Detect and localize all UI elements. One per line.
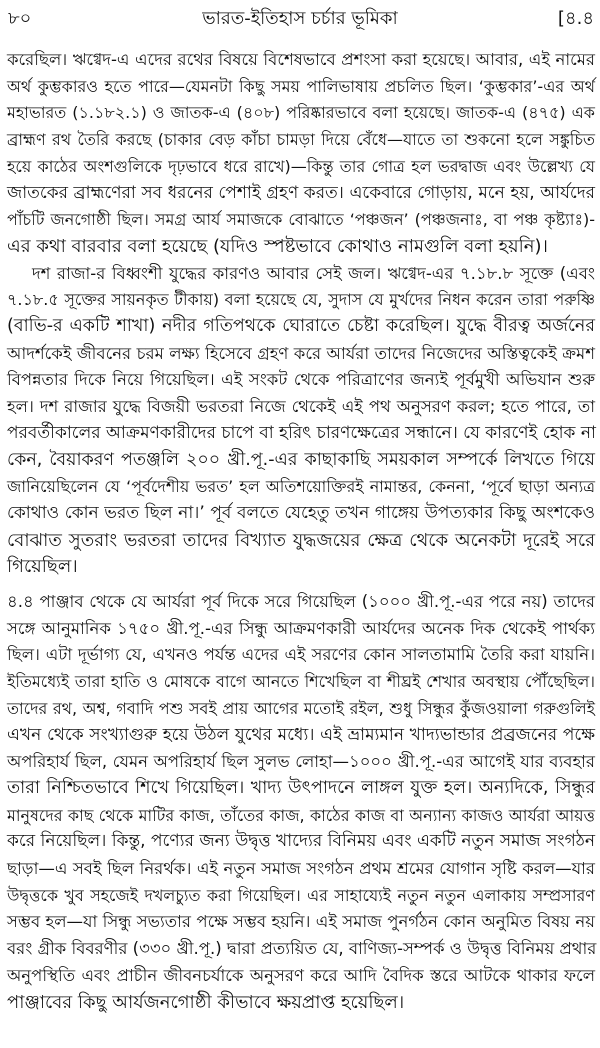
text-line: মানুষদের কাছ থেকে মাটির কাজ, তাঁতের কাজ, কাঠের কাজ বা অন্যান্য কাজও আর্যরা আয়ত্ত — [7, 805, 595, 825]
text-line: হল। দশ রাজার যুদ্ধে বিজয়ী ভরতরা নিজে থেকেই এই পথ অনুসরণ করল; হতে পারে, তা — [7, 397, 595, 417]
text-line: হয়ে কাঠের অংশগুলিকে দৃঢ়ভাবে ধরে রাখে)—কিন্তু তার গোত্র হল ভরদ্বাজ এবং উল্লেখ্য যে — [7, 156, 595, 176]
section-number: [৪.৪ — [557, 8, 594, 29]
text-line: ছাড়া—এ সবই ছিল নিরর্থক। এই নতুন সমাজ সংগঠন প্রথম শ্রমের যোগান সৃষ্টি করল—যার — [7, 859, 595, 878]
text-line: পরবর্তীকালের আক্রমণকারীদের চাপে বা হরিৎ চারণক্ষেত্রের সন্ধানে। যে কারণেই হোক না — [7, 422, 596, 443]
text-line: সঙ্গে আনুমানিক ১৭৫০ খ্রী.পূ.-এর সিন্ধু আক্রমণকারী আর্যদের অনেক দিক থেকেই পার্থক্য — [7, 618, 595, 638]
text-line: বরং গ্রীক বিবরণীর (৩৩০ খ্রী.পূ.) দ্বারা প্রত্যয়িত যে, বাণিজ্য-সম্পর্ক ও উদ্বৃত্ত বিনিময় প্রথার — [7, 939, 597, 959]
text-line: এর কথা বারবার বলা হয়েছে (যদিও স্পষ্টভাবে কোথাও নামগুলি বলা হয়নি)। — [7, 235, 548, 257]
text-line: অপরিহার্য ছিল, যেমন অপরিহার্য ছিল সুলভ লোহা—১০০০ খ্রী.পূ.-এর আগেই যার ব্যবহার — [7, 752, 595, 772]
text-line: আদর্শকেই জীবনের চরম লক্ষ্য হিসেবে গ্রহণ করে আর্যরা তাদের নিজেদের অস্তিত্বকেই ক্রমশ — [7, 343, 595, 363]
text-line: এখন থেকে সংখ্যাগুরু হয়ে উঠল যুথের মধ্যে। এই ভ্রাম্যমান খাদ্যভান্ডার প্রব্রজনের পক্ষে — [7, 724, 595, 745]
text-line: মহাভারত (১.১৮২.১) ও জাতক-এ (৪০৮) পরিষ্কারভাবে বলা হয়েছে। জাতক-এ (৪৭৫) এক — [7, 103, 595, 123]
text-line: অনুপস্থিতি এবং প্রাচীন জীবনচর্যাকে অনুসরণ করে আদি বৈদিক স্তরে আটকে থাকার ফলে — [7, 965, 595, 985]
text-line: উদ্বৃত্তকে খুব সহজেই দখলচ্যুত করা গিয়েছিল। এর সাহায্যেই নতুন নতুন এলাকায় সম্প্রসারণ — [7, 885, 595, 905]
text-line: তাদের রথ, অশ্ব, গবাদি পশু সবই প্রায় আগের মতোই রইল, শুধু সিন্ধুর কুঁজওয়ালা গরুগুলিই — [7, 698, 595, 718]
text-line: পাঁচটি জনগোষ্ঠী ছিল। সমগ্র আর্য সমাজকে বোঝাতে ‘পঞ্চজন’ (পঞ্চজনাঃ, বা পঞ্চ কৃষ্ট্যাঃ)- — [7, 210, 595, 230]
text-line: ব্রাহ্মণ রথ তৈরি করছে (চাকার বেড় কাঁচা চামড়া দিয়ে বেঁধে—যাতে তা শুকনো হলে সঙ্কুচিত — [7, 130, 595, 150]
text-line: ৭.১৮.৫ সূক্তের সায়নকৃত টীকায়) বলা হয়েছে যে, সুদাস যে মুর্খদের নিধন করেন তারা পরুষ্ণি — [7, 290, 595, 310]
text-line: ৪.৪ পাঞ্জাব থেকে যে আর্যরা পূর্ব দিকে সরে গিয়েছিল (১০০০ খ্রী.পূ.-এর পরে নয়) তাদের — [7, 592, 595, 611]
page-number: ৮০ — [8, 8, 32, 29]
text-line: জানিয়েছিলেন যে ‘পূর্বদেশীয় ভরত’ হল অতিশয়োক্তিরই নামান্তর, কেননা, ‘পূর্বে ছাড়া অন্যত্র — [7, 477, 595, 497]
text-line: কেন, বৈয়াকরণ পতঞ্জলি ২০০ খ্রী.পূ.-এর কাছাকাছি সময়কাল সম্পর্কে লিখতে গিয়ে — [7, 449, 595, 470]
text-line: করে নিয়েছিল। কিন্তু, পণ্যের জন্য উদ্বৃত্ত খাদ্যের বিনিময় এবং একটি নতুন সমাজ সংগঠন — [7, 831, 595, 852]
text-line: দশ রাজা-র বিধ্বংশী যুদ্ধের কারণও আবার সেই জল। ঋগ্বেদ-এর ৭.১৮.৮ সূক্তে (এবং — [32, 263, 595, 283]
text-line: ছিল। এটা দূর্ভাগ্য যে, এখনও পর্যন্ত এদের এই সরণের কোন সালতামামি তৈরি করা যায়নি। — [7, 645, 595, 665]
running-title: ভারত-ইতিহাস চর্চার ভূমিকা — [202, 8, 398, 29]
text-line: পাঞ্জাবের কিছু আর্যজনগোষ্ঠী কীভাবে ক্ষয়প্রাপ্ত হয়েছিল। — [7, 991, 405, 1013]
text-line: জাতকের ব্রাহ্মণেরা সব ধরনের পেশাই গ্রহণ করত। একেবারে গোড়ায়, মনে হয়, আর্যদের — [7, 182, 595, 203]
text-line: অর্থ কুম্ভকারও হতে পারে—যেমনটা কিছু সময় পালিভাষায় প্রচলিত ছিল। ‘কুম্ভকার’-এর অর্থ — [7, 76, 595, 96]
text-line: বিপন্নতার দিকে নিয়ে গিয়েছিল। এই সংকট থেকে পরিত্রাণের জন্যই পূর্বমুখী অভিযান শুরু — [7, 370, 595, 390]
text-line: কোথাও কোন ভরত ছিল না।’ পূর্ব বলতে যেহেতু তখন গাঙ্গেয় উপত্যকার কিছু অংশকেও — [7, 502, 595, 523]
text-line: ইতিমধ্যেই তারা হাতি ও মোষকে বাগে আনতে শিখেছিল বা শীঘ্রই শেখার অবস্থায় পৌঁছেছিল। — [7, 672, 595, 692]
text-line: করেছিল। ঋগ্বেদ-এ এদের রথের বিষয়ে বিশেষভাবে প্রশংসা করা হয়েছে। আবার, এই নামের — [7, 50, 595, 69]
text-line: বোঝাত সুতরাং ভরতরা তাদের বিখ্যাত যুদ্ধজয়ের ক্ষেত্র থেকে অনেকটা দূরেই সরে — [7, 529, 595, 551]
text-line: তারা নিশ্চিতভাবে শিখে গিয়েছিল। খাদ্য উৎপাদনে লাঙ্গল যুক্ত হল। অন্যদিকে, সিন্ধুর — [7, 777, 595, 798]
text-line: সম্ভব হল—যা সিন্ধু সভ্যতার পক্ষে সম্ভব হয়নি। এই সমাজ পুনর্গঠন কোন অনুমিত বিষয় নয় — [7, 912, 595, 932]
text-line: গিয়েছিল। — [7, 556, 78, 578]
text-line: (বাভি-র একটি শাখা) নদীর গতিপথকে ঘোরাতে চেষ্টা করেছিল। যুদ্ধে বীরত্ব অর্জনের — [7, 316, 595, 336]
